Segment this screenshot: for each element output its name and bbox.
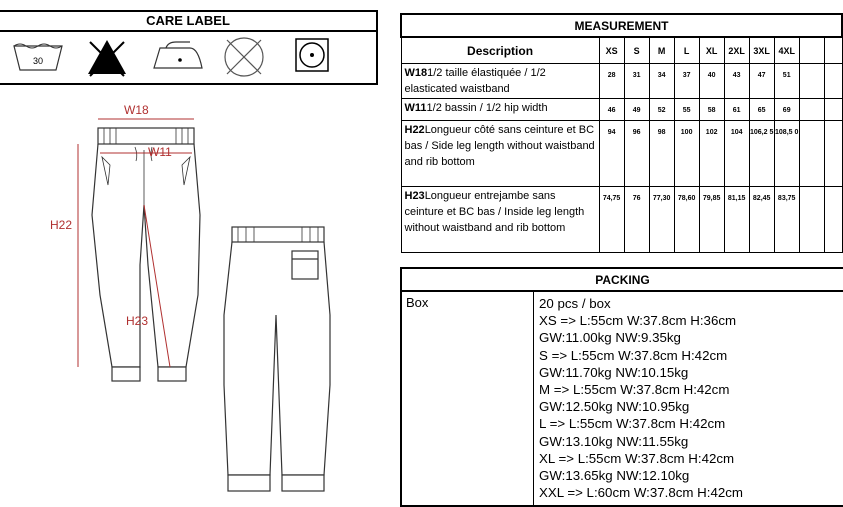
table-cell: 31 [624, 64, 649, 99]
iron-low-icon [150, 36, 206, 76]
table-cell: 83,75 [774, 187, 799, 253]
table-cell: 78,60 [674, 187, 699, 253]
packing-label: Box [406, 295, 429, 310]
size-header: 3XL [749, 37, 774, 64]
size-header [799, 37, 824, 64]
table-cell [799, 187, 824, 253]
packing-line: GW:13.10kg NW:11.55kg [539, 433, 689, 449]
care-label-panel [0, 10, 378, 85]
packing-line: XS => L:55cm W:37.8cm H:36cm [539, 313, 737, 329]
size-header: XS [599, 37, 624, 64]
table-cell: 74,75 [599, 187, 624, 253]
pants-technical-drawing [40, 95, 370, 497]
table-cell [824, 187, 842, 253]
table-cell: 98 [649, 121, 674, 187]
no-dry-clean-icon [221, 36, 267, 82]
table-cell: 102 [699, 121, 724, 187]
table-cell: 43 [724, 64, 749, 99]
table-cell [799, 99, 824, 121]
packing-divider [533, 292, 534, 505]
table-cell: 47 [749, 64, 774, 99]
measurement-header-row [401, 37, 842, 64]
h22-label: H22 [50, 218, 73, 232]
table-cell: 34 [649, 64, 674, 99]
table-cell [824, 99, 842, 121]
table-cell: 76 [624, 187, 649, 253]
packing-line: S => L:55cm W:37.8cm H:42cm [539, 347, 728, 363]
packing-details [539, 295, 743, 501]
row-description: W111/2 bassin / 1/2 hip width [401, 99, 599, 121]
table-cell: 77,30 [649, 187, 674, 253]
w18-label: W18 [124, 103, 149, 117]
tumble-dry-low-icon [293, 36, 333, 76]
w11-label: W11 [148, 145, 172, 159]
table-cell: 65 [749, 99, 774, 121]
table-cell [799, 121, 824, 187]
packing-line: GW:11.70kg NW:10.15kg [539, 364, 689, 380]
care-label-title: CARE LABEL [0, 12, 376, 32]
table-cell: 61 [724, 99, 749, 121]
table-cell [824, 121, 842, 187]
packing-title: PACKING [402, 269, 843, 292]
table-cell [824, 64, 842, 99]
description-header: Description [401, 37, 599, 64]
table-cell: 49 [624, 99, 649, 121]
packing-line: XXL => L:60cm W:37.8cm H:42cm [539, 485, 743, 501]
back-pant-figure [224, 227, 330, 491]
packing-line: 20 pcs / box [539, 296, 611, 311]
table-cell: 28 [599, 64, 624, 99]
table-cell: 94 [599, 121, 624, 187]
table-cell: 104 [724, 121, 749, 187]
table-row [401, 121, 842, 187]
table-row [401, 187, 842, 253]
table-cell: 52 [649, 99, 674, 121]
table-cell [799, 64, 824, 99]
table-cell: 79,85 [699, 187, 724, 253]
table-cell: 46 [599, 99, 624, 121]
table-cell: 51 [774, 64, 799, 99]
size-header [824, 37, 842, 64]
table-cell: 69 [774, 99, 799, 121]
table-cell: 100 [674, 121, 699, 187]
table-cell: 108,5 0 [774, 121, 799, 187]
size-header: S [624, 37, 649, 64]
packing-line: XL => L:55cm W:37.8cm H:42cm [539, 450, 735, 466]
h23-label: H23 [126, 314, 149, 328]
measurement-title: MEASUREMENT [401, 14, 842, 37]
row-description: H23Longueur entrejambe sans ceinture et BC bas / Inside leg length without waistband and rib bottom [401, 187, 599, 253]
size-header: L [674, 37, 699, 64]
table-cell: 55 [674, 99, 699, 121]
table-cell: 37 [674, 64, 699, 99]
table-cell: 58 [699, 99, 724, 121]
table-cell: 96 [624, 121, 649, 187]
packing-line: GW:12.50kg NW:10.95kg [539, 399, 690, 415]
packing-line: M => L:55cm W:37.8cm H:42cm [539, 382, 730, 398]
packing-line: GW:11.00kg NW:9.35kg [539, 330, 681, 346]
care-icons [0, 32, 376, 87]
table-cell: 40 [699, 64, 724, 99]
table-cell: 82,45 [749, 187, 774, 253]
size-header: 2XL [724, 37, 749, 64]
measurement-table [400, 13, 843, 253]
svg-text:30: 30 [32, 56, 44, 66]
table-cell: 81,15 [724, 187, 749, 253]
size-header: 4XL [774, 37, 799, 64]
front-pant-figure [92, 128, 200, 381]
size-header: XL [699, 37, 724, 64]
packing-line: GW:13.65kg NW:12.10kg [539, 468, 690, 484]
row-description: W181/2 taille élastiquée / 1/2 elasticated waistband [401, 64, 599, 99]
row-description: H22Longueur côté sans ceinture et BC bas / Side leg length without waistband and rib bottom [401, 121, 599, 187]
table-cell: 106,2 5 [749, 121, 774, 187]
wash-30-icon [12, 36, 64, 76]
size-header: M [649, 37, 674, 64]
table-row [401, 64, 842, 99]
no-bleach-icon [84, 36, 130, 78]
packing-panel [400, 267, 843, 507]
table-row [401, 99, 842, 121]
packing-line: L => L:55cm W:37.8cm H:42cm [539, 416, 726, 432]
